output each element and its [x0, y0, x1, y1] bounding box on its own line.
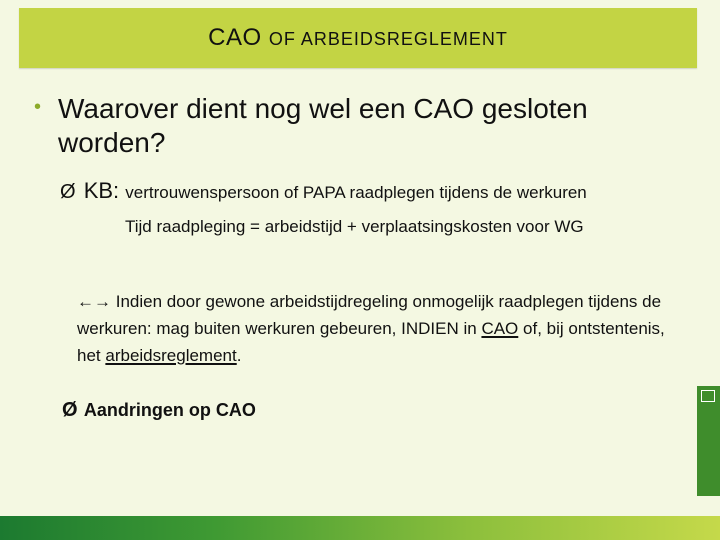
indien-text-1: Indien door gewone arbeidstijdregeling onmogelijk raadplegen tijdens de werkuren: mag buiten werkuren gebeuren, INDIEN in	[77, 292, 662, 338]
title-bar	[19, 8, 697, 68]
double-arrow-icon: ←→	[77, 292, 111, 311]
cao-link: CAO	[481, 319, 519, 338]
aandringen-item	[62, 399, 256, 422]
aandringen-text: Aandringen op CAO	[83, 400, 256, 420]
bullet-marker: •	[34, 96, 42, 118]
kb-item	[60, 178, 587, 204]
main-bullet-text: Waarover dient nog wel een CAO gesloten worden?	[58, 93, 588, 158]
logo-mark-icon	[701, 390, 715, 402]
logo	[697, 386, 720, 496]
kb-text: vertrouwenspersoon of PAPA raadplegen tijdens de werkuren	[125, 183, 587, 202]
slide-title	[19, 24, 697, 52]
arrow-bullet-icon: Ø	[60, 181, 76, 203]
indien-paragraph	[77, 288, 687, 369]
arbeidsreglement-link: arbeidsreglement	[105, 346, 237, 365]
title-rest: OF ARBEIDSREGLEMENT	[268, 29, 508, 49]
bottom-gradient-bar	[0, 516, 720, 540]
main-bullet	[34, 92, 694, 160]
indien-end: .	[236, 346, 242, 365]
arrow-bullet-icon: Ø	[62, 399, 78, 421]
indien-text-2: of, bij ontstentenis, het	[77, 319, 665, 365]
tijd-line: Tijd raadpleging = arbeidstijd + verplaatsingskosten voor WG	[125, 217, 584, 236]
kb-label: KB:	[83, 178, 120, 203]
title-main: CAO	[208, 24, 262, 51]
